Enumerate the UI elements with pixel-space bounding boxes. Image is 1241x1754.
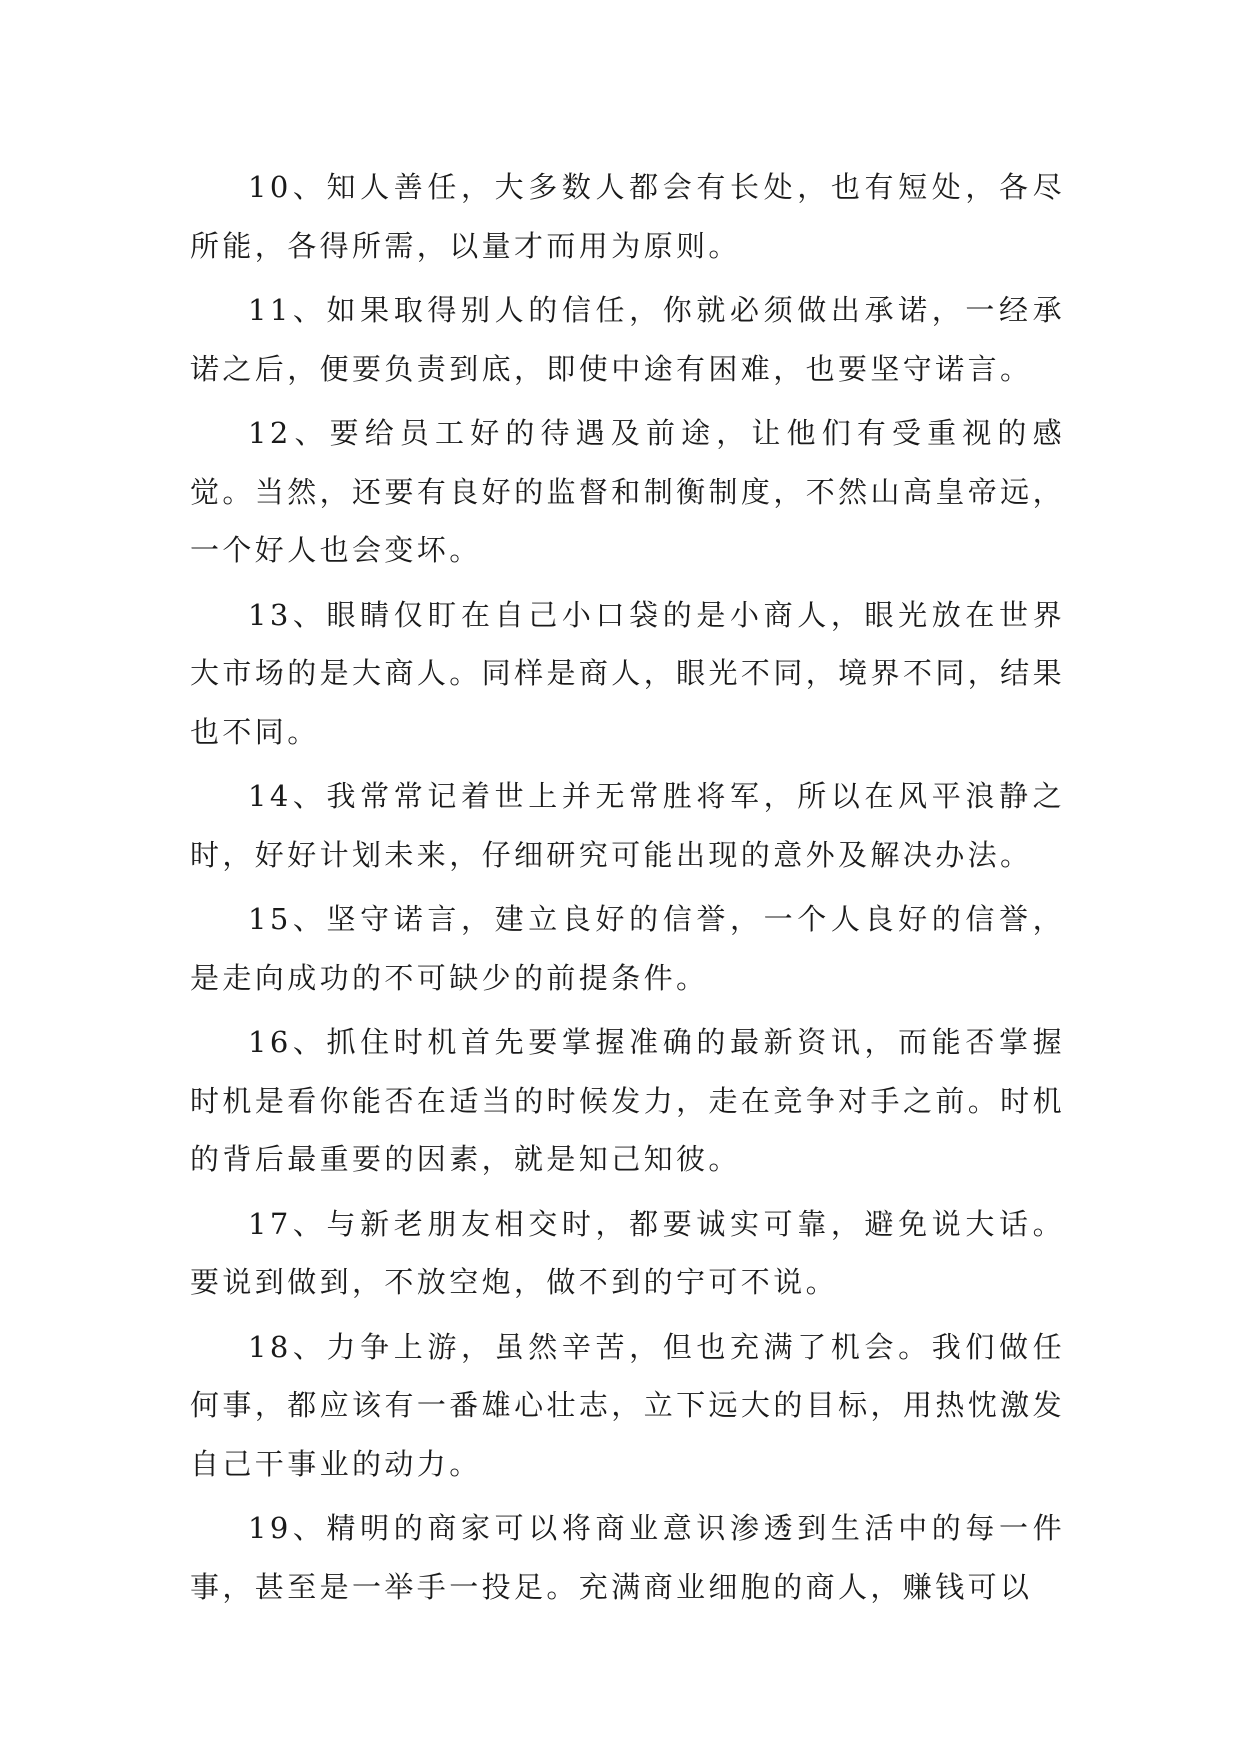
paragraph-15: 15、坚守诺言，建立良好的信誉，一个人良好的信誉，是走向成功的不可缺少的前提条件。: [190, 902, 1065, 995]
paragraph-19: 19、精明的商家可以将商业意识渗透到生活中的每一件事，甚至是一举手一投足。充满商业细胞的商人，赚钱可以: [190, 1511, 1065, 1604]
paragraph-18: 18、力争上游，虽然辛苦，但也充满了机会。我们做任何事，都应该有一番雄心壮志，立下远大的目标，用热忱激发自己干事业的动力。: [190, 1329, 1065, 1481]
paragraph-14: 14、我常常记着世上并无常胜将军，所以在风平浪静之时，好好计划未来，仔细研究可能出现的意外及解决办法。: [190, 779, 1065, 872]
paragraph-17: 17、与新老朋友相交时，都要诚实可靠，避免说大话。要说到做到，不放空炮，做不到的宁可不说。: [190, 1206, 1065, 1299]
paragraph-16: 16、抓住时机首先要掌握准确的最新资讯，而能否掌握时机是看你能否在适当的时候发力，走在竞争对手之前。时机的背后最重要的因素，就是知己知彼。: [190, 1025, 1065, 1176]
paragraph-12: 12、要给员工好的待遇及前途，让他们有受重视的感觉。当然，还要有良好的监督和制衡制度，不然山高皇帝远，一个好人也会变坏。: [190, 416, 1065, 567]
paragraph-11: 11、如果取得别人的信任，你就必须做出承诺，一经承诺之后，便要负责到底，即使中途有困难，也要坚守诺言。: [190, 293, 1065, 386]
paragraph-10: 10、知人善任，大多数人都会有长处，也有短处，各尽所能，各得所需，以量才而用为原则。: [190, 170, 1065, 263]
paragraph-13: 13、眼睛仅盯在自己小口袋的是小商人，眼光放在世界大市场的是大商人。同样是商人，眼光不同，境界不同，结果也不同。: [190, 597, 1065, 749]
document-body: [190, 158, 1065, 1622]
